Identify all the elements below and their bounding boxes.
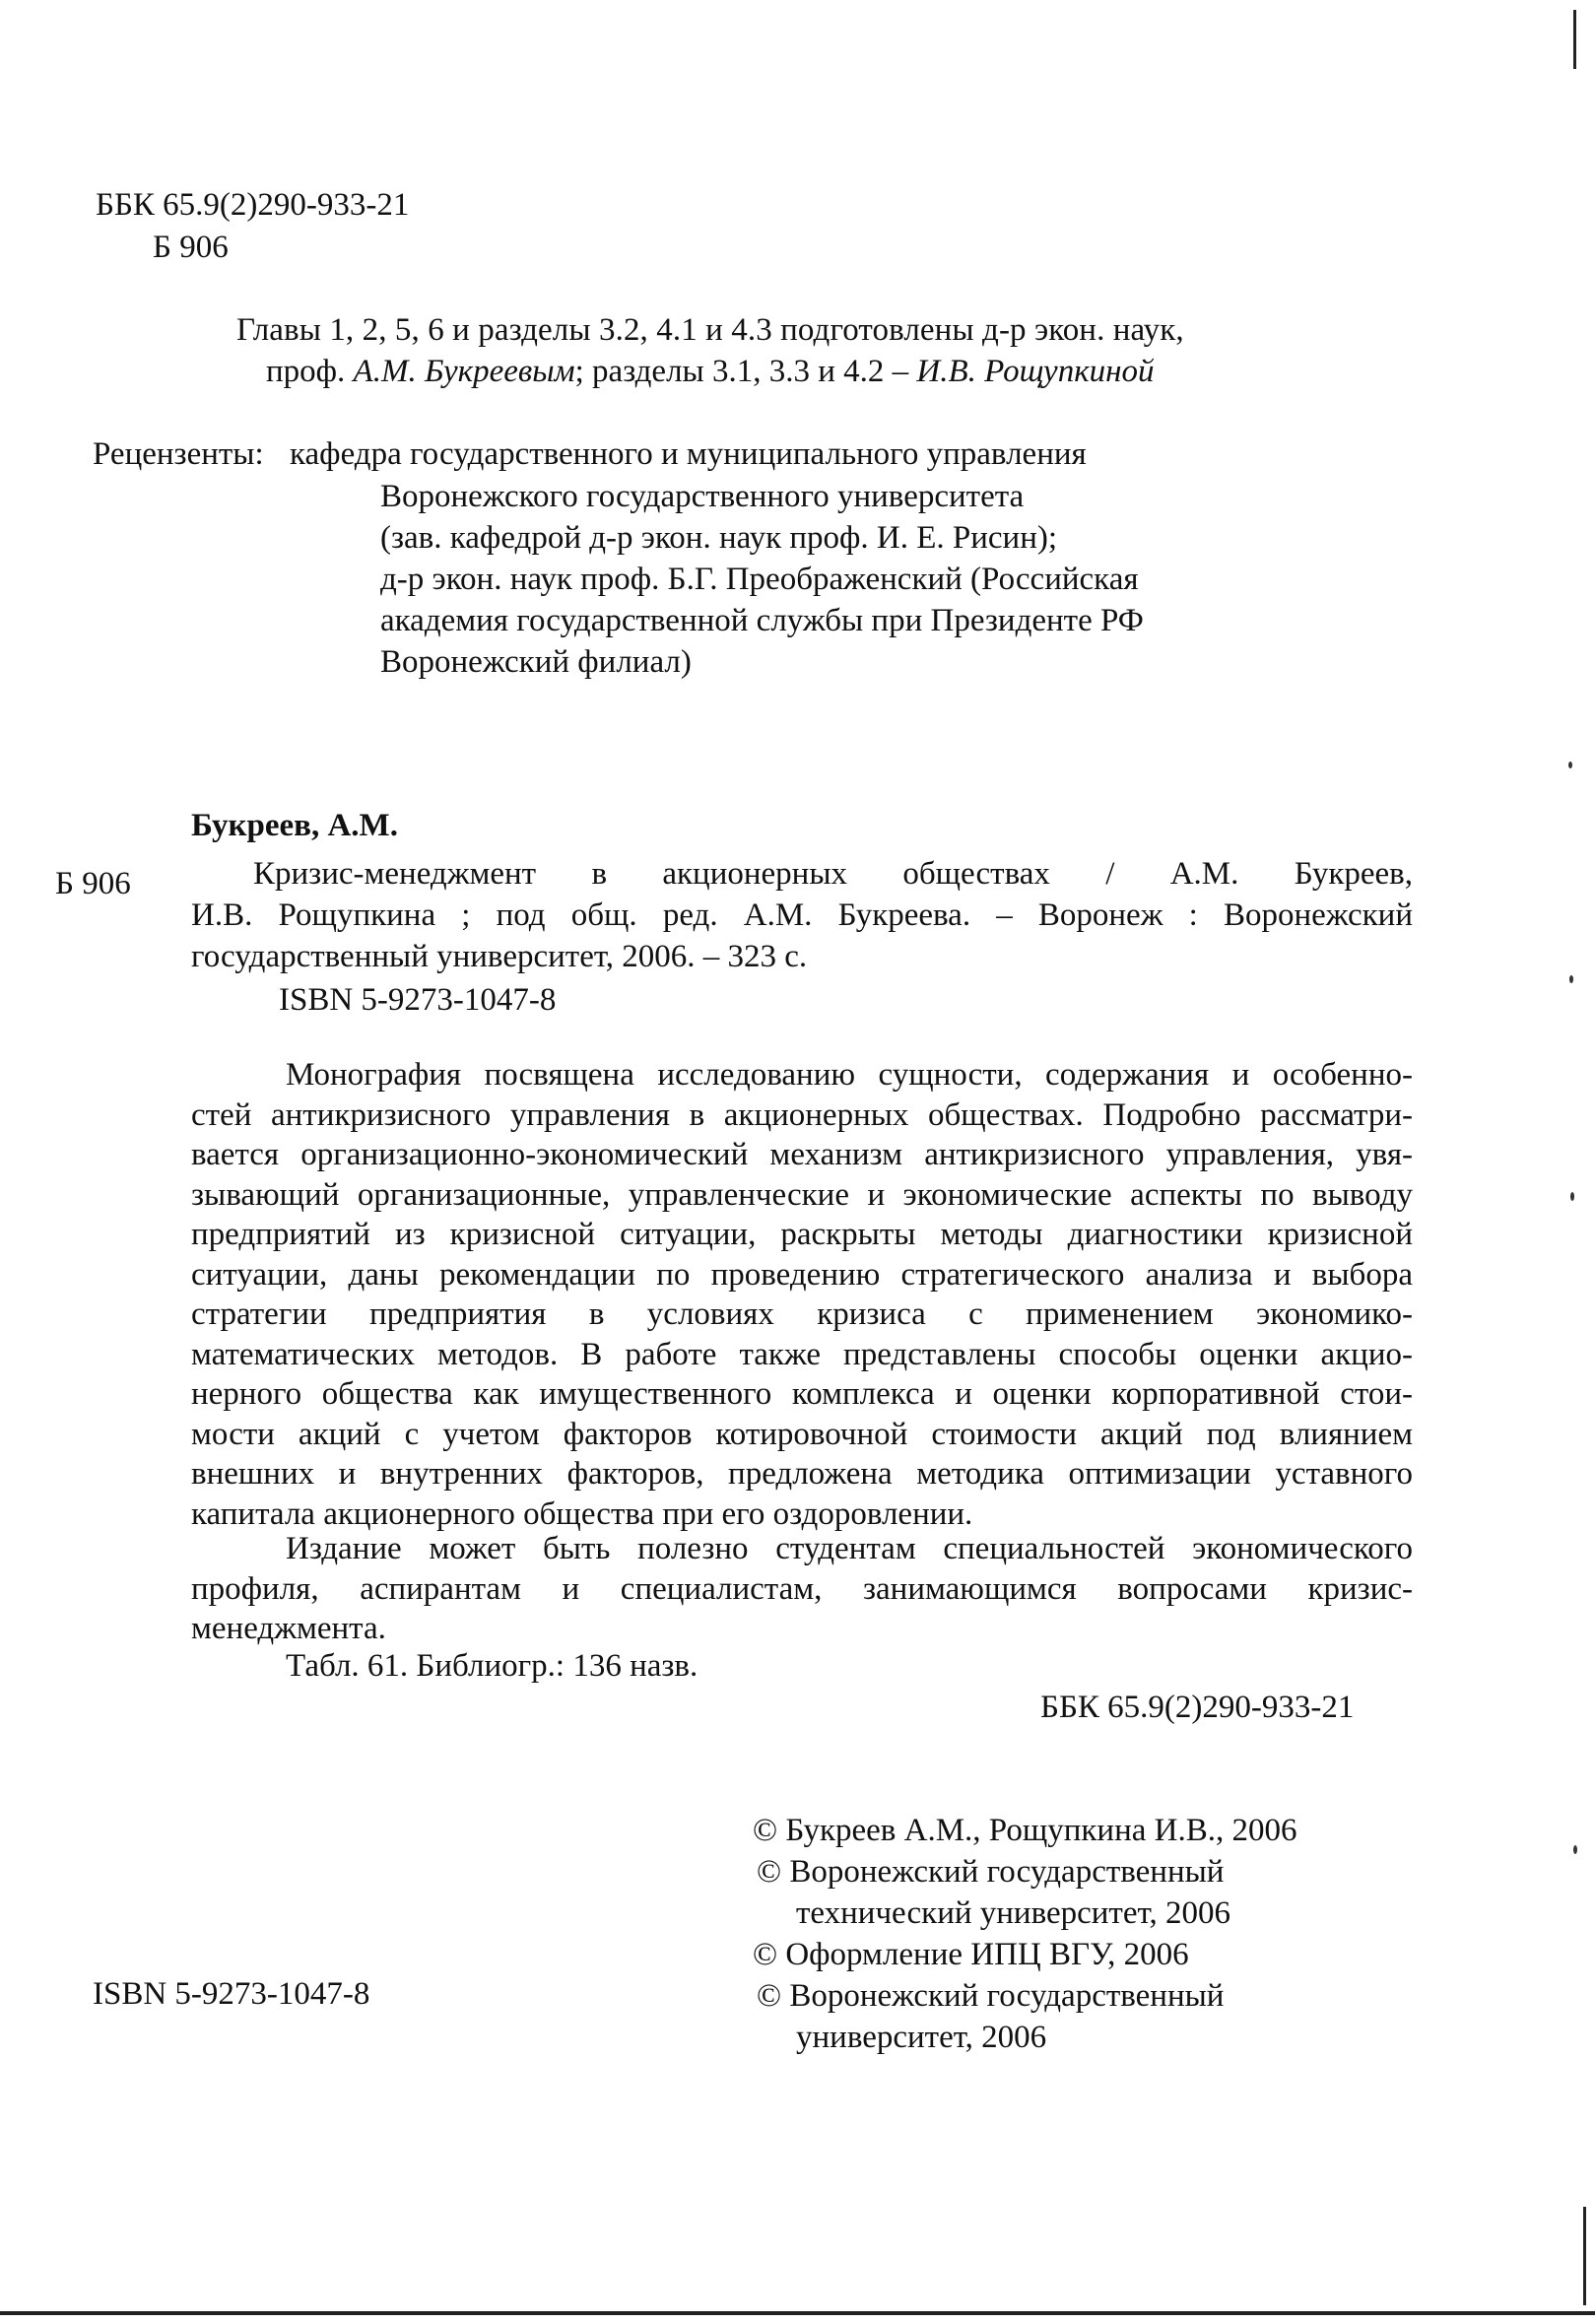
- bibliographic-line-2: И.В. Рощупкина ; под общ. ред. А.М. Букреева. – Воронеж : Воронежский: [191, 897, 1413, 933]
- reviewers-label: Рецензенты:: [93, 436, 264, 472]
- abstract-line: нерного общества как имущественного комплекса и оценки корпоративной стои-: [191, 1376, 1413, 1412]
- scan-bottom-edge-line: [0, 2311, 1595, 2315]
- abstract-line: стратегии предприятия в условиях кризиса с применением экономико-: [191, 1296, 1413, 1332]
- abstract-line: зывающий организационные, управленческие и экономические аспекты по выводу: [191, 1176, 1413, 1213]
- abstract-line: менеджмента.: [191, 1611, 386, 1646]
- library-code-top: Б 906: [153, 230, 229, 265]
- bibliographic-code: Б 906: [55, 866, 131, 901]
- bibliographic-description: [191, 853, 1413, 977]
- reviewer-line-2: Воронежского государственного университета: [380, 479, 1025, 514]
- authors-note-line-2: [266, 352, 1155, 391]
- abstract-paragraph-2: [191, 1529, 1413, 1649]
- bbk-code-bottom: ББК 65.9(2)290-933-21: [1040, 1690, 1355, 1725]
- reviewer-line-3: (зав. кафедрой д-р экон. наук проф. И. Е. Рисин);: [380, 520, 1058, 556]
- bibliographic-line-1: Кризис-менеджмент в акционерных обществах / А.М. Букреев,: [253, 856, 1413, 892]
- author-name-roshchupkina: И.В. Рощупкиной: [916, 354, 1155, 389]
- scan-speck: [1570, 1192, 1574, 1201]
- reviewer-line-1: кафедра государственного и муниципального управления: [290, 436, 1087, 472]
- bibliographic-isbn: ISBN 5-9273-1047-8: [279, 982, 557, 1018]
- abstract-line: предприятий из кризисной ситуации, раскрыты методы диагностики кризисной: [191, 1217, 1413, 1252]
- bbk-code-top: ББК 65.9(2)290-933-21: [96, 187, 410, 223]
- copyright-line-1: © Букреев А.М., Рощупкина И.В., 2006: [753, 1813, 1297, 1848]
- copyright-line-6: университет, 2006: [796, 2020, 1047, 2055]
- abstract-line: математических методов. В работе также представлены способы оценки акцио-: [191, 1336, 1413, 1372]
- authors-note-middle: ; разделы 3.1, 3.3 и 4.2 –: [574, 354, 917, 389]
- abstract-line: Монография посвящена исследованию сущности, содержания и особенно-: [286, 1057, 1413, 1093]
- scan-speck: [1573, 1845, 1577, 1854]
- abstract-line: Издание может быть полезно студентам специальностей экономического: [286, 1531, 1413, 1566]
- reviewer-line-5: академия государственной службы при Президенте РФ: [380, 603, 1144, 638]
- author-name-bukreev: А.М. Букреевым: [353, 354, 575, 389]
- abstract-line: внешних и внутренних факторов, предложена методика оптимизации уставного: [191, 1456, 1413, 1492]
- reviewer-line-6: Воронежский филиал): [380, 644, 692, 680]
- scan-speck: [1568, 762, 1572, 768]
- abstract-line: вается организационно-экономический механизм антикризисного управления, увя-: [191, 1137, 1413, 1172]
- copyright-line-4: © Оформление ИПЦ ВГУ, 2006: [753, 1937, 1189, 1972]
- authors-note-line-1: Главы 1, 2, 5, 6 и разделы 3.2, 4.1 и 4.3 подготовлены д-р экон. наук,: [236, 312, 1184, 348]
- bibliographic-author-heading: [191, 806, 398, 845]
- copyright-line-2: © Воронежский государственный: [757, 1854, 1225, 1890]
- bibliographic-line-3: государственный университет, 2006. – 323 с.: [191, 939, 808, 974]
- isbn-bottom: ISBN 5-9273-1047-8: [93, 1976, 370, 2012]
- scan-right-edge-line-lower: [1583, 2207, 1586, 2305]
- copyright-line-3: технический университет, 2006: [796, 1895, 1230, 1931]
- author-heading-text: Букреев, А.М.: [191, 808, 398, 843]
- reviewer-line-4: д-р экон. наук проф. Б.Г. Преображенский (Российская: [380, 562, 1139, 597]
- copyright-line-5: © Воронежский государственный: [757, 1978, 1225, 2014]
- abstract-paragraph-1: [191, 1055, 1413, 1534]
- abstract-line: стей антикризисного управления в акционерных обществах. Подробно рассматри-: [191, 1096, 1413, 1133]
- abstract-line: капитала акционерного общества при его оздоровлении.: [191, 1495, 973, 1532]
- scan-right-edge-line: [1573, 10, 1576, 69]
- authors-note-prefix: проф.: [266, 354, 354, 389]
- tables-bibliography-count: Табл. 61. Библиогр.: 136 назв.: [286, 1648, 698, 1684]
- abstract-line: мости акций с учетом факторов котировочной стоимости акций под влиянием: [191, 1416, 1413, 1452]
- scan-speck: [1569, 975, 1573, 983]
- abstract-line: ситуации, даны рекомендации по проведению стратегического анализа и выбора: [191, 1256, 1413, 1293]
- abstract-line: профиля, аспирантам и специалистам, занимающимся вопросами кризис-: [191, 1570, 1413, 1607]
